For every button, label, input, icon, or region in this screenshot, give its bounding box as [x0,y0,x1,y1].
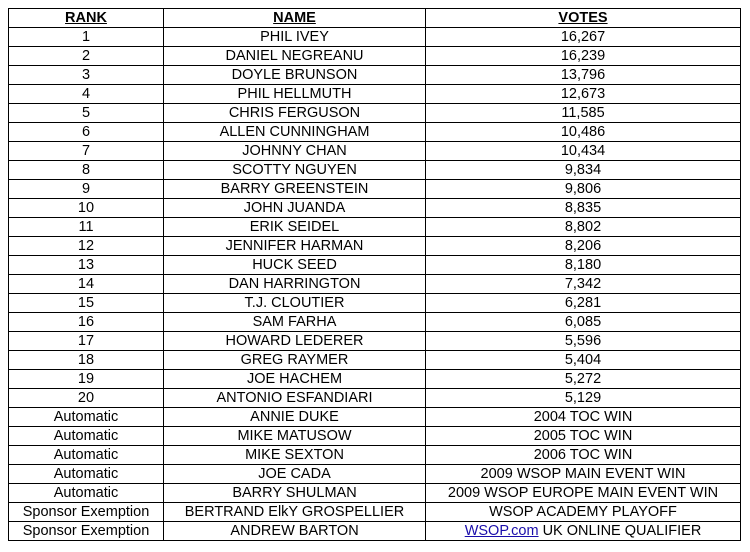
wsop-link[interactable]: WSOP.com [464,523,539,539]
player-name-cell: PHIL HELLMUTH [164,85,426,104]
rank-cell: Automatic [9,408,164,427]
table-row [9,85,741,104]
table-row [9,503,741,522]
player-name-cell: HUCK SEED [164,256,426,275]
rank-cell: 20 [9,389,164,408]
rank-cell: 17 [9,332,164,351]
votes-cell: 12,673 [426,85,741,104]
player-name-cell: ERIK SEIDEL [164,218,426,237]
player-name-cell: ANNIE DUKE [164,408,426,427]
table-row [9,313,741,332]
rank-cell: 19 [9,370,164,389]
votes-cell: 9,806 [426,180,741,199]
rank-cell: 6 [9,123,164,142]
votes-cell: 2009 WSOP EUROPE MAIN EVENT WIN [426,484,741,503]
rank-cell: Automatic [9,484,164,503]
rankings-table [8,8,741,541]
rank-cell: 15 [9,294,164,313]
table-row [9,218,741,237]
table-row [9,275,741,294]
table-row [9,142,741,161]
votes-column-header: VOTES [426,9,741,28]
player-name-cell: JOHN JUANDA [164,199,426,218]
votes-cell: 8,835 [426,199,741,218]
votes-cell: 2006 TOC WIN [426,446,741,465]
votes-cell: 9,834 [426,161,741,180]
votes-cell: 10,434 [426,142,741,161]
table-row [9,294,741,313]
rank-cell: 10 [9,199,164,218]
rank-cell: Automatic [9,446,164,465]
player-name-cell: T.J. CLOUTIER [164,294,426,313]
rank-cell: 3 [9,66,164,85]
votes-cell: 16,267 [426,28,741,47]
header-row [9,9,741,28]
table-row [9,123,741,142]
votes-cell: 8,180 [426,256,741,275]
player-name-cell: DANIEL NEGREANU [164,47,426,66]
table-row [9,161,741,180]
table-row [9,427,741,446]
player-name-cell: HOWARD LEDERER [164,332,426,351]
player-name-cell: MIKE SEXTON [164,446,426,465]
name-column-header: NAME [164,9,426,28]
table-row [9,237,741,256]
player-name-cell: JENNIFER HARMAN [164,237,426,256]
player-name-cell: ALLEN CUNNINGHAM [164,123,426,142]
table-row [9,351,741,370]
table-row [9,332,741,351]
table-row [9,66,741,85]
votes-cell: 2004 TOC WIN [426,408,741,427]
table-row [9,104,741,123]
rank-column-header: RANK [9,9,164,28]
votes-cell: 2005 TOC WIN [426,427,741,446]
rank-cell: 13 [9,256,164,275]
player-name-cell: ANTONIO ESFANDIARI [164,389,426,408]
rank-cell: 4 [9,85,164,104]
rank-cell: 8 [9,161,164,180]
player-name-cell: MIKE MATUSOW [164,427,426,446]
rank-cell: 5 [9,104,164,123]
votes-cell: 6,281 [426,294,741,313]
votes-cell: 10,486 [426,123,741,142]
votes-cell: 13,796 [426,66,741,85]
table-row [9,256,741,275]
table-row [9,180,741,199]
rank-cell: 14 [9,275,164,294]
rank-cell: Automatic [9,427,164,446]
table-row [9,47,741,66]
rank-cell: Sponsor Exemption [9,503,164,522]
votes-cell: 7,342 [426,275,741,294]
player-name-cell: JOE CADA [164,465,426,484]
player-name-cell: DAN HARRINGTON [164,275,426,294]
rank-cell: 18 [9,351,164,370]
votes-cell: 5,404 [426,351,741,370]
rank-cell: 1 [9,28,164,47]
player-name-cell: GREG RAYMER [164,351,426,370]
votes-cell: 8,802 [426,218,741,237]
table-row [9,522,741,541]
player-name-cell: BARRY SHULMAN [164,484,426,503]
player-name-cell: BERTRAND ElkY GROSPELLIER [164,503,426,522]
table-row [9,370,741,389]
table-row [9,465,741,484]
player-name-cell: BARRY GREENSTEIN [164,180,426,199]
votes-cell: 5,596 [426,332,741,351]
player-name-cell: ANDREW BARTON [164,522,426,541]
votes-cell: 8,206 [426,237,741,256]
table-body [9,28,741,541]
table-row [9,199,741,218]
player-name-cell: DOYLE BRUNSON [164,66,426,85]
player-name-cell: JOE HACHEM [164,370,426,389]
table-row [9,408,741,427]
table-row [9,446,741,465]
rank-cell: 7 [9,142,164,161]
rank-cell: 9 [9,180,164,199]
votes-cell: 16,239 [426,47,741,66]
table-row [9,28,741,47]
rank-cell: Sponsor Exemption [9,522,164,541]
player-name-cell: SCOTTY NGUYEN [164,161,426,180]
player-name-cell: SAM FARHA [164,313,426,332]
table-row [9,484,741,503]
rank-cell: 16 [9,313,164,332]
player-name-cell: JOHNNY CHAN [164,142,426,161]
rank-cell: 11 [9,218,164,237]
table-row [9,389,741,408]
rank-cell: 2 [9,47,164,66]
rank-cell: 12 [9,237,164,256]
rank-cell: Automatic [9,465,164,484]
votes-cell: 6,085 [426,313,741,332]
votes-cell: WSOP ACADEMY PLAYOFF [426,503,741,522]
player-name-cell: CHRIS FERGUSON [164,104,426,123]
votes-cell [426,522,741,541]
votes-cell: 11,585 [426,104,741,123]
votes-cell: 5,129 [426,389,741,408]
votes-cell: 2009 WSOP MAIN EVENT WIN [426,465,741,484]
player-name-cell: PHIL IVEY [164,28,426,47]
votes-text: UK ONLINE QUALIFIER [538,523,702,539]
votes-cell: 5,272 [426,370,741,389]
